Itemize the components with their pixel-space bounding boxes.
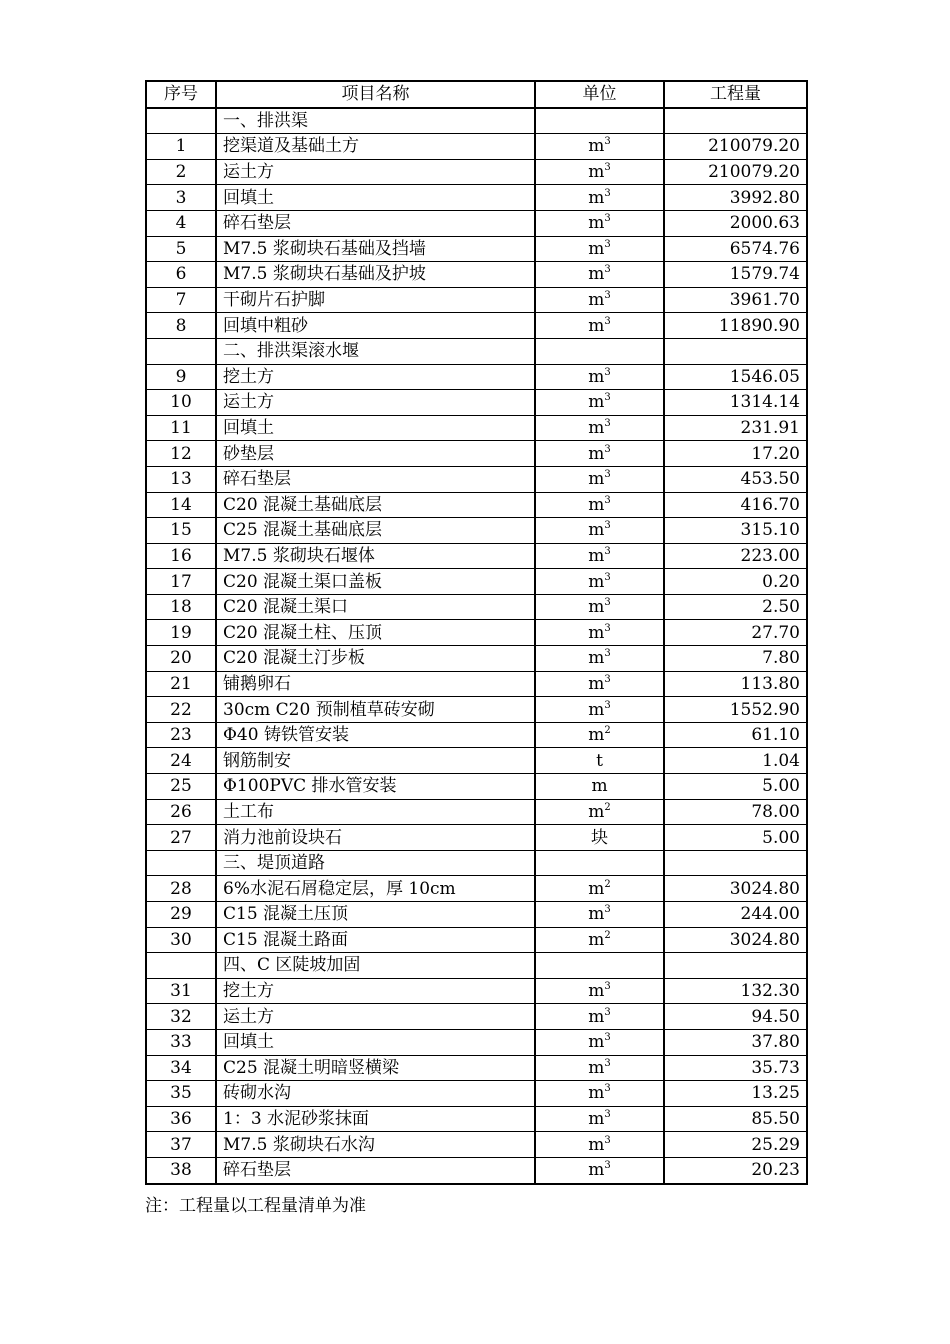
cell-qty: 453.50 [664, 466, 807, 492]
cell-qty: 132.30 [664, 978, 807, 1004]
cell-seq: 38 [146, 1157, 216, 1183]
unit-exponent: 3 [604, 213, 611, 225]
cell-name: C20 混凝土柱、压顶 [216, 620, 535, 646]
table-row [146, 262, 807, 288]
unit-base: m [588, 162, 605, 183]
cell-name: 碎石垫层 [216, 466, 535, 492]
unit-exponent: 3 [604, 1083, 611, 1095]
unit-base: m [588, 264, 605, 285]
cell-seq: 19 [146, 620, 216, 646]
table-row [146, 1029, 807, 1055]
header-name: 项目名称 [216, 81, 535, 108]
unit-exponent: 3 [604, 392, 611, 404]
cell-unit [535, 262, 664, 288]
cell-qty: 3961.70 [664, 287, 807, 313]
cell-qty: 2.50 [664, 594, 807, 620]
unit-base: m [588, 1134, 605, 1155]
cell-seq: 3 [146, 185, 216, 211]
cell-unit [535, 1157, 664, 1183]
cell-name: 运土方 [216, 159, 535, 185]
cell-seq: 9 [146, 364, 216, 390]
cell-seq: 34 [146, 1055, 216, 1081]
unit-exponent: 2 [604, 801, 611, 813]
quantity-table [145, 80, 808, 1185]
table-row [146, 466, 807, 492]
table-row [146, 978, 807, 1004]
unit-exponent: 3 [604, 699, 611, 711]
cell-qty: 1314.14 [664, 390, 807, 416]
unit-exponent: 3 [604, 264, 611, 276]
cell-name: 铺鹅卵石 [216, 671, 535, 697]
table-row [146, 902, 807, 928]
table-row [146, 390, 807, 416]
cell-qty: 3024.80 [664, 927, 807, 953]
unit-base: m [588, 801, 605, 822]
cell-seq: 4 [146, 210, 216, 236]
table-row [146, 210, 807, 236]
cell-name: 挖土方 [216, 364, 535, 390]
unit-base: m [588, 904, 605, 925]
table-row [146, 1081, 807, 1107]
cell-unit [535, 876, 664, 902]
cell-name: 土工布 [216, 799, 535, 825]
cell-qty [664, 953, 807, 979]
table-row [146, 620, 807, 646]
cell-name: 回填中粗砂 [216, 313, 535, 339]
table-row [146, 185, 807, 211]
unit-base: m [588, 315, 605, 336]
cell-seq: 13 [146, 466, 216, 492]
unit-exponent: 3 [604, 673, 611, 685]
cell-qty: 210079.20 [664, 134, 807, 160]
table-row [146, 876, 807, 902]
table-row [146, 492, 807, 518]
cell-seq: 33 [146, 1029, 216, 1055]
unit-exponent: 3 [604, 366, 611, 378]
cell-qty: 1579.74 [664, 262, 807, 288]
cell-unit [535, 1004, 664, 1030]
table-row [146, 364, 807, 390]
cell-seq [146, 953, 216, 979]
cell-qty: 17.20 [664, 441, 807, 467]
cell-unit [535, 338, 664, 364]
cell-seq [146, 338, 216, 364]
unit-base: m [588, 1109, 605, 1130]
cell-name: 运土方 [216, 1004, 535, 1030]
cell-qty: 5.00 [664, 774, 807, 800]
unit-base: m [588, 878, 605, 899]
cell-seq: 35 [146, 1081, 216, 1107]
cell-unit [535, 799, 664, 825]
cell-unit [535, 543, 664, 569]
cell-name: 6%水泥石屑稳定层，厚 10cm [216, 876, 535, 902]
unit-base: m [588, 213, 605, 234]
cell-name: C20 混凝土渠口盖板 [216, 569, 535, 595]
cell-qty: 3992.80 [664, 185, 807, 211]
cell-unit [535, 185, 664, 211]
unit-exponent: 3 [604, 1057, 611, 1069]
cell-name: 碎石垫层 [216, 210, 535, 236]
cell-unit [535, 569, 664, 595]
cell-qty: 1546.05 [664, 364, 807, 390]
cell-qty: 35.73 [664, 1055, 807, 1081]
unit-base: m [588, 494, 605, 515]
table-row [146, 441, 807, 467]
table-row [146, 1106, 807, 1132]
cell-qty: 416.70 [664, 492, 807, 518]
cell-seq: 18 [146, 594, 216, 620]
table-row [146, 287, 807, 313]
cell-qty: 3024.80 [664, 876, 807, 902]
cell-seq: 26 [146, 799, 216, 825]
header-seq: 序号 [146, 81, 216, 108]
cell-seq: 11 [146, 415, 216, 441]
unit-exponent: 3 [604, 238, 611, 250]
unit-base: m [588, 648, 605, 669]
table-row [146, 671, 807, 697]
unit-exponent: 3 [604, 981, 611, 993]
table-row [146, 1055, 807, 1081]
unit-base: m [588, 622, 605, 643]
cell-qty: 78.00 [664, 799, 807, 825]
cell-name: C15 混凝土路面 [216, 927, 535, 953]
unit-base: m [588, 1032, 605, 1053]
unit-base: m [588, 929, 605, 950]
table-header [146, 81, 807, 108]
cell-name: C20 混凝土渠口 [216, 594, 535, 620]
unit-exponent: 3 [604, 520, 611, 532]
cell-name: 运土方 [216, 390, 535, 416]
cell-seq: 29 [146, 902, 216, 928]
unit-exponent: 3 [604, 545, 611, 557]
cell-unit [535, 1106, 664, 1132]
cell-name: C20 混凝土汀步板 [216, 646, 535, 672]
cell-name: 消力池前设块石 [216, 825, 535, 851]
cell-seq: 30 [146, 927, 216, 953]
cell-unit [535, 722, 664, 748]
cell-name: 一、排洪渠 [216, 108, 535, 134]
cell-qty: 7.80 [664, 646, 807, 672]
unit-exponent: 2 [604, 725, 611, 737]
cell-name: 挖土方 [216, 978, 535, 1004]
table-row [146, 825, 807, 851]
cell-qty: 113.80 [664, 671, 807, 697]
cell-name: 四、C 区陡坡加固 [216, 953, 535, 979]
unit-base: m [588, 1006, 605, 1027]
unit-exponent: 3 [604, 187, 611, 199]
cell-seq: 32 [146, 1004, 216, 1030]
cell-name: M7.5 浆砌块石堰体 [216, 543, 535, 569]
unit-base: m [588, 597, 605, 618]
cell-qty: 37.80 [664, 1029, 807, 1055]
unit-base: m [588, 136, 605, 157]
unit-base: m [588, 1160, 605, 1181]
unit-base: m [588, 187, 605, 208]
cell-seq: 31 [146, 978, 216, 1004]
cell-name: 砖砌水沟 [216, 1081, 535, 1107]
cell-unit [535, 697, 664, 723]
cell-name: C25 混凝土基础底层 [216, 518, 535, 544]
unit-exponent: 3 [604, 1134, 611, 1146]
table-row [146, 953, 807, 979]
table-row [146, 159, 807, 185]
unit-exponent: 3 [604, 648, 611, 660]
cell-seq [146, 850, 216, 876]
cell-seq: 6 [146, 262, 216, 288]
unit-exponent: 2 [604, 929, 611, 941]
table-row [146, 236, 807, 262]
unit-exponent: 3 [604, 1032, 611, 1044]
cell-unit [535, 466, 664, 492]
cell-name: M7.5 浆砌块石水沟 [216, 1132, 535, 1158]
unit-exponent: 3 [604, 1160, 611, 1172]
cell-unit [535, 441, 664, 467]
cell-unit [535, 850, 664, 876]
unit-exponent: 3 [604, 622, 611, 634]
unit-base: t [596, 750, 603, 771]
table-body [146, 108, 807, 1184]
cell-unit [535, 390, 664, 416]
cell-name: 钢筋制安 [216, 748, 535, 774]
unit-base: m [588, 238, 605, 259]
cell-name: C20 混凝土基础底层 [216, 492, 535, 518]
table-row [146, 1004, 807, 1030]
unit-base: m [588, 443, 605, 464]
cell-unit [535, 1081, 664, 1107]
cell-qty [664, 850, 807, 876]
table-row [146, 313, 807, 339]
footnote: 注：工程量以工程量清单为准 [145, 1196, 366, 1216]
cell-unit [535, 620, 664, 646]
cell-qty [664, 338, 807, 364]
cell-name: 回填土 [216, 415, 535, 441]
cell-name: Φ100PVC 排水管安装 [216, 774, 535, 800]
unit-base: m [588, 545, 605, 566]
cell-qty: 20.23 [664, 1157, 807, 1183]
cell-name: Φ40 铸铁管安装 [216, 722, 535, 748]
cell-name: C15 混凝土压顶 [216, 902, 535, 928]
unit-base: m [588, 520, 605, 541]
cell-qty: 210079.20 [664, 159, 807, 185]
cell-qty: 231.91 [664, 415, 807, 441]
table-row [146, 134, 807, 160]
cell-name: C25 混凝土明暗竖横梁 [216, 1055, 535, 1081]
cell-name: M7.5 浆砌块石基础及挡墙 [216, 236, 535, 262]
cell-name: 挖渠道及基础土方 [216, 134, 535, 160]
table-row [146, 748, 807, 774]
cell-qty: 94.50 [664, 1004, 807, 1030]
header-row [146, 81, 807, 108]
cell-qty: 2000.63 [664, 210, 807, 236]
table-row [146, 697, 807, 723]
unit-base: m [588, 392, 605, 413]
cell-qty: 61.10 [664, 722, 807, 748]
unit-base: m [588, 290, 605, 311]
cell-seq: 25 [146, 774, 216, 800]
cell-seq: 20 [146, 646, 216, 672]
header-qty: 工程量 [664, 81, 807, 108]
unit-exponent: 3 [604, 597, 611, 609]
unit-exponent: 3 [604, 571, 611, 583]
cell-seq: 1 [146, 134, 216, 160]
unit-base: 块 [591, 827, 608, 848]
unit-base: m [588, 571, 605, 592]
cell-unit [535, 1029, 664, 1055]
cell-seq: 8 [146, 313, 216, 339]
cell-seq: 14 [146, 492, 216, 518]
unit-exponent: 3 [604, 1109, 611, 1121]
table-row [146, 543, 807, 569]
cell-qty: 0.20 [664, 569, 807, 595]
cell-qty: 1.04 [664, 748, 807, 774]
unit-exponent: 2 [604, 878, 611, 890]
cell-unit [535, 671, 664, 697]
cell-seq [146, 108, 216, 134]
unit-base: m [588, 699, 605, 720]
unit-exponent: 3 [604, 494, 611, 506]
cell-seq: 23 [146, 722, 216, 748]
unit-base: m [588, 366, 605, 387]
unit-exponent: 3 [604, 469, 611, 481]
unit-base: m [591, 776, 608, 797]
cell-seq: 28 [146, 876, 216, 902]
cell-name: 二、排洪渠滚水堰 [216, 338, 535, 364]
cell-unit [535, 1132, 664, 1158]
cell-unit [535, 774, 664, 800]
cell-seq: 5 [146, 236, 216, 262]
cell-seq: 16 [146, 543, 216, 569]
cell-unit [535, 236, 664, 262]
cell-qty [664, 108, 807, 134]
table-row [146, 569, 807, 595]
unit-base: m [588, 469, 605, 490]
cell-unit [535, 159, 664, 185]
unit-exponent: 3 [604, 904, 611, 916]
cell-seq: 15 [146, 518, 216, 544]
table-row [146, 850, 807, 876]
cell-unit [535, 646, 664, 672]
cell-unit [535, 134, 664, 160]
header-unit: 单位 [535, 81, 664, 108]
cell-unit [535, 953, 664, 979]
cell-unit [535, 1055, 664, 1081]
cell-name: 三、堤顶道路 [216, 850, 535, 876]
cell-name: 砂垫层 [216, 441, 535, 467]
cell-qty: 244.00 [664, 902, 807, 928]
table-row [146, 1157, 807, 1183]
unit-base: m [588, 1083, 605, 1104]
table-row [146, 646, 807, 672]
unit-exponent: 3 [604, 162, 611, 174]
cell-seq: 12 [146, 441, 216, 467]
cell-seq: 10 [146, 390, 216, 416]
cell-seq: 7 [146, 287, 216, 313]
table-row [146, 722, 807, 748]
unit-base: m [588, 418, 605, 439]
cell-qty: 5.00 [664, 825, 807, 851]
cell-seq: 37 [146, 1132, 216, 1158]
unit-base: m [588, 673, 605, 694]
cell-name: 干砌片石护脚 [216, 287, 535, 313]
cell-seq: 2 [146, 159, 216, 185]
cell-seq: 17 [146, 569, 216, 595]
unit-exponent: 3 [604, 136, 611, 148]
cell-qty: 315.10 [664, 518, 807, 544]
cell-name: 回填土 [216, 1029, 535, 1055]
unit-exponent: 3 [604, 290, 611, 302]
cell-unit [535, 825, 664, 851]
table-row [146, 594, 807, 620]
cell-unit [535, 748, 664, 774]
unit-base: m [588, 725, 605, 746]
cell-seq: 27 [146, 825, 216, 851]
unit-exponent: 3 [604, 315, 611, 327]
cell-qty: 13.25 [664, 1081, 807, 1107]
cell-unit [535, 492, 664, 518]
cell-name: 30cm C20 预制植草砖安砌 [216, 697, 535, 723]
unit-exponent: 3 [604, 443, 611, 455]
cell-name: M7.5 浆砌块石基础及护坡 [216, 262, 535, 288]
cell-seq: 21 [146, 671, 216, 697]
unit-base: m [588, 1057, 605, 1078]
cell-name: 回填土 [216, 185, 535, 211]
table-row [146, 518, 807, 544]
cell-qty: 25.29 [664, 1132, 807, 1158]
cell-qty: 223.00 [664, 543, 807, 569]
cell-name: 碎石垫层 [216, 1157, 535, 1183]
cell-unit [535, 108, 664, 134]
cell-qty: 1552.90 [664, 697, 807, 723]
cell-unit [535, 594, 664, 620]
cell-qty: 85.50 [664, 1106, 807, 1132]
table-row [146, 108, 807, 134]
cell-unit [535, 415, 664, 441]
table-row [146, 415, 807, 441]
cell-unit [535, 927, 664, 953]
cell-unit [535, 287, 664, 313]
cell-unit [535, 902, 664, 928]
cell-qty: 27.70 [664, 620, 807, 646]
cell-seq: 24 [146, 748, 216, 774]
unit-exponent: 3 [604, 1006, 611, 1018]
unit-base: m [588, 981, 605, 1002]
table-row [146, 927, 807, 953]
cell-name: 1：3 水泥砂浆抹面 [216, 1106, 535, 1132]
cell-unit [535, 518, 664, 544]
cell-unit [535, 364, 664, 390]
cell-unit [535, 978, 664, 1004]
cell-unit [535, 313, 664, 339]
table-row [146, 774, 807, 800]
cell-qty: 11890.90 [664, 313, 807, 339]
cell-seq: 36 [146, 1106, 216, 1132]
cell-qty: 6574.76 [664, 236, 807, 262]
cell-unit [535, 210, 664, 236]
table-row [146, 338, 807, 364]
cell-seq: 22 [146, 697, 216, 723]
unit-exponent: 3 [604, 418, 611, 430]
table-row [146, 1132, 807, 1158]
table-row [146, 799, 807, 825]
